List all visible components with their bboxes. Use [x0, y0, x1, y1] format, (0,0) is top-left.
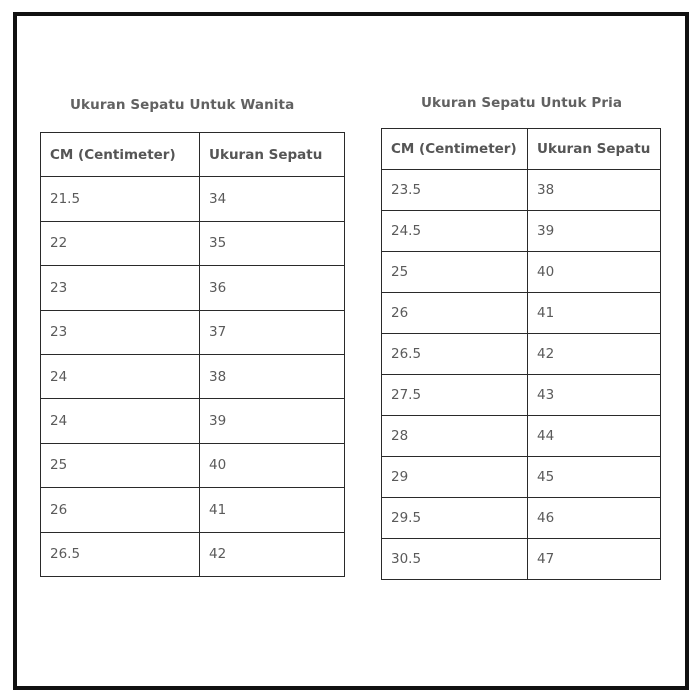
cell-cm: 24: [41, 399, 200, 443]
table-row: [382, 416, 661, 457]
table-row: [41, 177, 345, 221]
cell-shoe-size: 39: [528, 211, 661, 252]
table-header-row: [382, 129, 661, 170]
cell-cm: 24: [41, 354, 200, 398]
header-shoe-size: Ukuran Sepatu: [528, 129, 661, 170]
table-row: [382, 539, 661, 580]
table-row: [41, 443, 345, 487]
cell-shoe-size: 37: [200, 310, 345, 354]
table-row: [41, 221, 345, 265]
cell-shoe-size: 43: [528, 375, 661, 416]
cell-cm: 26.5: [382, 334, 528, 375]
cell-shoe-size: 41: [200, 488, 345, 532]
table-row: [41, 266, 345, 310]
table-row: [41, 532, 345, 576]
cell-shoe-size: 42: [200, 532, 345, 576]
women-size-table: [40, 132, 345, 577]
cell-shoe-size: 35: [200, 221, 345, 265]
cell-cm: 26.5: [41, 532, 200, 576]
table-row: [382, 293, 661, 334]
table-row: [41, 399, 345, 443]
cell-shoe-size: 47: [528, 539, 661, 580]
header-cm: CM (Centimeter): [41, 133, 200, 177]
cell-shoe-size: 40: [200, 443, 345, 487]
table-row: [382, 252, 661, 293]
table-row: [382, 375, 661, 416]
cell-cm: 23: [41, 266, 200, 310]
header-cm: CM (Centimeter): [382, 129, 528, 170]
cell-cm: 29: [382, 457, 528, 498]
table-row: [41, 310, 345, 354]
cell-shoe-size: 38: [200, 354, 345, 398]
cell-shoe-size: 41: [528, 293, 661, 334]
table-row: [382, 498, 661, 539]
cell-shoe-size: 45: [528, 457, 661, 498]
cell-cm: 21.5: [41, 177, 200, 221]
cell-cm: 22: [41, 221, 200, 265]
men-size-title: Ukuran Sepatu Untuk Pria: [421, 95, 623, 111]
table-row: [41, 488, 345, 532]
table-header-row: [41, 133, 345, 177]
cell-cm: 29.5: [382, 498, 528, 539]
cell-shoe-size: 36: [200, 266, 345, 310]
cell-shoe-size: 40: [528, 252, 661, 293]
cell-cm: 28: [382, 416, 528, 457]
table-row: [41, 354, 345, 398]
men-size-table: [381, 128, 661, 580]
cell-cm: 24.5: [382, 211, 528, 252]
cell-cm: 30.5: [382, 539, 528, 580]
cell-cm: 23: [41, 310, 200, 354]
cell-shoe-size: 38: [528, 170, 661, 211]
cell-shoe-size: 42: [528, 334, 661, 375]
cell-cm: 26: [41, 488, 200, 532]
cell-shoe-size: 44: [528, 416, 661, 457]
cell-cm: 27.5: [382, 375, 528, 416]
table-row: [382, 334, 661, 375]
cell-cm: 25: [382, 252, 528, 293]
table-row: [382, 170, 661, 211]
cell-shoe-size: 46: [528, 498, 661, 539]
cell-cm: 25: [41, 443, 200, 487]
women-size-title: Ukuran Sepatu Untuk Wanita: [70, 97, 295, 113]
cell-shoe-size: 39: [200, 399, 345, 443]
cell-cm: 23.5: [382, 170, 528, 211]
table-row: [382, 457, 661, 498]
table-row: [382, 211, 661, 252]
header-shoe-size: Ukuran Sepatu: [200, 133, 345, 177]
cell-shoe-size: 34: [200, 177, 345, 221]
cell-cm: 26: [382, 293, 528, 334]
